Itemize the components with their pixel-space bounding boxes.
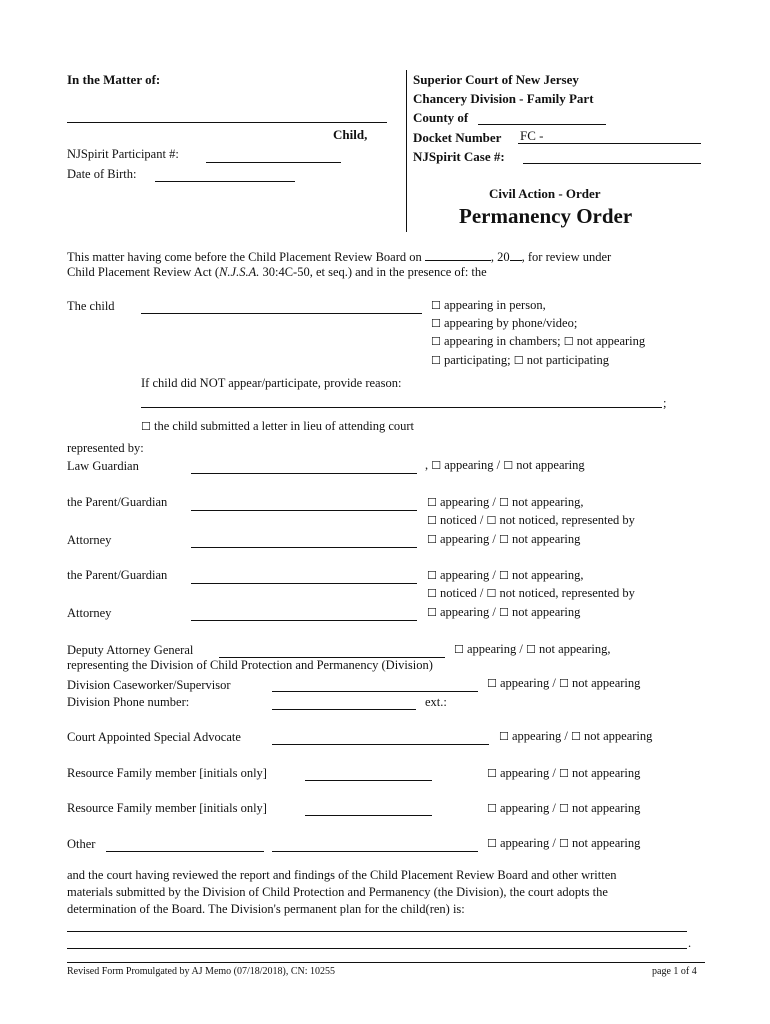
child-name-line[interactable] bbox=[141, 313, 422, 314]
county-field[interactable] bbox=[478, 124, 606, 125]
option-label: noticed / bbox=[440, 586, 484, 600]
plan-period: . bbox=[688, 936, 692, 950]
law-guardian-label: Law Guardian bbox=[67, 459, 139, 473]
option-label: not appearing bbox=[516, 458, 585, 472]
checkbox-icon[interactable]: ☐ bbox=[499, 730, 509, 743]
case-label: NJSpirit Case #: bbox=[413, 149, 505, 164]
child-opt-4 bbox=[431, 353, 609, 368]
option-label: appearing / bbox=[500, 676, 556, 690]
checkbox-icon[interactable]: ☐ bbox=[526, 643, 536, 656]
option-label: appearing by phone/video; bbox=[444, 316, 578, 330]
parent-2-label: the Parent/Guardian bbox=[67, 568, 168, 582]
footer-rule bbox=[67, 962, 705, 963]
option-label: not participating bbox=[526, 353, 610, 367]
option-label: not appearing bbox=[512, 532, 581, 546]
resource-2-appearance bbox=[487, 801, 640, 816]
option-label: not appearing bbox=[512, 605, 581, 619]
reason-field[interactable] bbox=[141, 407, 662, 408]
county-label: County of bbox=[413, 110, 469, 125]
review-date-field[interactable] bbox=[425, 248, 491, 261]
law-guardian-field[interactable] bbox=[191, 473, 417, 474]
participant-number-field[interactable] bbox=[206, 162, 341, 163]
checkbox-icon[interactable]: ☐ bbox=[431, 354, 441, 367]
child-name-field[interactable] bbox=[67, 122, 387, 123]
option-label: appearing / bbox=[500, 836, 556, 850]
option-label: not appearing bbox=[576, 334, 646, 348]
docket-number-field[interactable] bbox=[518, 143, 701, 144]
attorney-1-field[interactable] bbox=[191, 547, 417, 548]
docket-label: Docket Number bbox=[413, 130, 502, 145]
child-label: Child, bbox=[333, 127, 368, 142]
option-label: appearing / bbox=[500, 801, 556, 815]
phone-field[interactable] bbox=[272, 709, 416, 710]
option-label: not appearing bbox=[572, 676, 641, 690]
dag-appearance bbox=[454, 642, 611, 657]
caseworker-label: Division Caseworker/Supervisor bbox=[67, 678, 231, 692]
resource-2-field[interactable] bbox=[305, 815, 432, 816]
checkbox-icon[interactable]: ☐ bbox=[487, 767, 497, 780]
other-role-field[interactable] bbox=[272, 851, 478, 852]
law-guardian-status bbox=[425, 458, 585, 473]
intro-text-a: This matter having come before the Child Placement Review Board on bbox=[67, 250, 422, 264]
participant-label: NJSpirit Participant #: bbox=[67, 147, 179, 161]
option-label: not appearing, bbox=[512, 568, 584, 582]
checkbox-icon[interactable]: ☐ bbox=[563, 335, 574, 348]
conclusion-line-2: materials submitted by the Division of Child Protection and Permanency (the Division), the court adopts the bbox=[67, 885, 608, 899]
resource-2-label: Resource Family member [initials only] bbox=[67, 801, 267, 815]
option-label: not appearing, bbox=[512, 495, 584, 509]
option-label: appearing in chambers; bbox=[444, 334, 561, 348]
parent-1-appearance bbox=[427, 495, 584, 510]
page-number: page 1 of 4 bbox=[652, 966, 697, 977]
child-opt-1 bbox=[431, 298, 546, 313]
checkbox-icon[interactable]: ☐ bbox=[431, 299, 441, 312]
intro-line-2 bbox=[67, 265, 487, 280]
casa-label: Court Appointed Special Advocate bbox=[67, 730, 241, 744]
option-label: appearing / bbox=[444, 458, 501, 472]
checkbox-icon[interactable]: ☐ bbox=[427, 514, 437, 527]
review-year-field[interactable] bbox=[510, 248, 522, 261]
parent-2-appearance bbox=[427, 568, 584, 583]
option-label: not appearing bbox=[584, 729, 653, 743]
checkbox-icon[interactable]: ☐ bbox=[559, 677, 569, 690]
option-label: appearing / bbox=[512, 729, 568, 743]
caption-divider bbox=[406, 70, 407, 232]
plan-field-1[interactable] bbox=[67, 931, 687, 932]
attorney-2-field[interactable] bbox=[191, 620, 417, 621]
checkbox-icon[interactable]: ☐ bbox=[559, 767, 569, 780]
option-label: appearing / bbox=[440, 568, 496, 582]
conclusion-line-3: determination of the Board. The Division's permanent plan for the child(ren) is: bbox=[67, 902, 465, 916]
other-appearance bbox=[487, 836, 640, 851]
checkbox-icon[interactable]: ☐ bbox=[454, 643, 464, 656]
attorney-1-appearance bbox=[427, 532, 580, 547]
checkbox-icon[interactable]: ☐ bbox=[487, 802, 497, 815]
checkbox-icon[interactable]: ☐ bbox=[499, 533, 509, 546]
checkbox-icon[interactable]: ☐ bbox=[431, 317, 441, 330]
option-label: not noticed, represented by bbox=[499, 586, 635, 600]
checkbox-icon[interactable]: ☐ bbox=[559, 802, 569, 815]
reason-semicolon: ; bbox=[663, 396, 667, 410]
page-title: Permanency Order bbox=[459, 204, 633, 228]
checkbox-icon[interactable]: ☐ bbox=[499, 569, 509, 582]
representing-division: representing the Division of Child Protection and Permanency (Division) bbox=[67, 658, 433, 672]
option-label: participating; bbox=[444, 353, 511, 367]
option-label: not appearing bbox=[572, 766, 641, 780]
checkbox-icon[interactable]: ☐ bbox=[431, 335, 441, 348]
case-number-field[interactable] bbox=[523, 163, 701, 164]
other-label: Other bbox=[67, 837, 96, 851]
option-label: appearing / bbox=[440, 532, 496, 546]
child-opt-3 bbox=[431, 334, 645, 349]
checkbox-icon[interactable]: ☐ bbox=[487, 677, 497, 690]
caseworker-appearance bbox=[487, 676, 640, 691]
parent-2-field[interactable] bbox=[191, 583, 417, 584]
phone-label: Division Phone number: bbox=[67, 695, 190, 709]
represented-label: represented by: bbox=[67, 441, 144, 455]
dag-label: Deputy Attorney General bbox=[67, 643, 194, 657]
caseworker-field[interactable] bbox=[272, 691, 478, 692]
parent-2-notice bbox=[427, 586, 635, 601]
attorney-1-label: Attorney bbox=[67, 533, 112, 547]
attorney-2-appearance bbox=[427, 605, 580, 620]
dob-label: Date of Birth: bbox=[67, 167, 137, 181]
option-label: not appearing bbox=[572, 836, 641, 850]
checkbox-icon[interactable]: ☐ bbox=[427, 533, 437, 546]
reason-prompt: If child did NOT appear/participate, provide reason: bbox=[141, 376, 402, 390]
option-label: appearing / bbox=[440, 495, 496, 509]
casa-field[interactable] bbox=[272, 744, 489, 745]
parent-1-notice bbox=[427, 513, 635, 528]
civil-action-subtitle: Civil Action - Order bbox=[489, 186, 601, 201]
resource-1-field[interactable] bbox=[305, 780, 432, 781]
checkbox-icon[interactable]: ☐ bbox=[487, 837, 497, 850]
letter-option bbox=[141, 419, 414, 434]
intro-text-b: , 20 bbox=[490, 250, 510, 264]
option-label: appearing in person, bbox=[444, 298, 546, 312]
court-name: Superior Court of New Jersey bbox=[413, 72, 579, 87]
child-row-label: The child bbox=[67, 299, 115, 313]
option-label: not noticed, represented by bbox=[499, 513, 635, 527]
checkbox-icon[interactable]: ☐ bbox=[486, 587, 497, 600]
division-name: Chancery Division - Family Part bbox=[413, 91, 594, 106]
docket-prefix: FC - bbox=[520, 128, 544, 143]
child-opt-2 bbox=[431, 316, 577, 331]
checkbox-icon[interactable]: ☐ bbox=[427, 606, 437, 619]
intro-line-1 bbox=[67, 248, 611, 265]
dob-field[interactable] bbox=[155, 181, 295, 182]
conclusion-line-1: and the court having reviewed the report and findings of the Child Placement Review Board and other written bbox=[67, 868, 617, 882]
resource-1-label: Resource Family member [initials only] bbox=[67, 766, 267, 780]
checkbox-icon[interactable]: ☐ bbox=[427, 569, 437, 582]
parent-1-field[interactable] bbox=[191, 510, 417, 511]
intro-text-2b: 30:4C-50, et seq.) and in the presence of: the bbox=[259, 265, 487, 279]
option-label: the child submitted a letter in lieu of attending court bbox=[154, 419, 414, 433]
comma: , bbox=[425, 458, 429, 472]
checkbox-icon[interactable]: ☐ bbox=[141, 420, 151, 433]
option-label: not appearing, bbox=[539, 642, 611, 656]
checkbox-icon[interactable]: ☐ bbox=[431, 459, 442, 472]
checkbox-icon[interactable]: ☐ bbox=[427, 496, 437, 509]
option-label: noticed / bbox=[440, 513, 484, 527]
option-label: appearing / bbox=[467, 642, 523, 656]
checkbox-icon[interactable]: ☐ bbox=[559, 837, 569, 850]
checkbox-icon[interactable]: ☐ bbox=[427, 587, 437, 600]
njsa-citation: N.J.S.A. bbox=[219, 265, 260, 279]
footer-left: Revised Form Promulgated by AJ Memo (07/18/2018), CN: 10255 bbox=[67, 966, 336, 977]
intro-text-c: , for review under bbox=[521, 250, 612, 264]
casa-appearance bbox=[499, 729, 652, 744]
parent-1-label: the Parent/Guardian bbox=[67, 495, 168, 509]
in-matter-of-label: In the Matter of: bbox=[67, 72, 161, 87]
option-label: appearing / bbox=[440, 605, 496, 619]
other-name-field[interactable] bbox=[106, 851, 264, 852]
attorney-2-label: Attorney bbox=[67, 606, 112, 620]
option-label: not appearing bbox=[572, 801, 641, 815]
checkbox-icon[interactable]: ☐ bbox=[499, 606, 509, 619]
option-label: appearing / bbox=[500, 766, 556, 780]
checkbox-icon[interactable]: ☐ bbox=[486, 514, 497, 527]
checkbox-icon[interactable]: ☐ bbox=[499, 496, 509, 509]
ext-label: ext.: bbox=[425, 695, 447, 709]
plan-field-2[interactable] bbox=[67, 948, 687, 949]
checkbox-icon[interactable]: ☐ bbox=[503, 459, 514, 472]
checkbox-icon[interactable]: ☐ bbox=[513, 354, 524, 367]
checkbox-icon[interactable]: ☐ bbox=[571, 730, 581, 743]
intro-text-2a: Child Placement Review Act ( bbox=[67, 265, 220, 279]
resource-1-appearance bbox=[487, 766, 640, 781]
